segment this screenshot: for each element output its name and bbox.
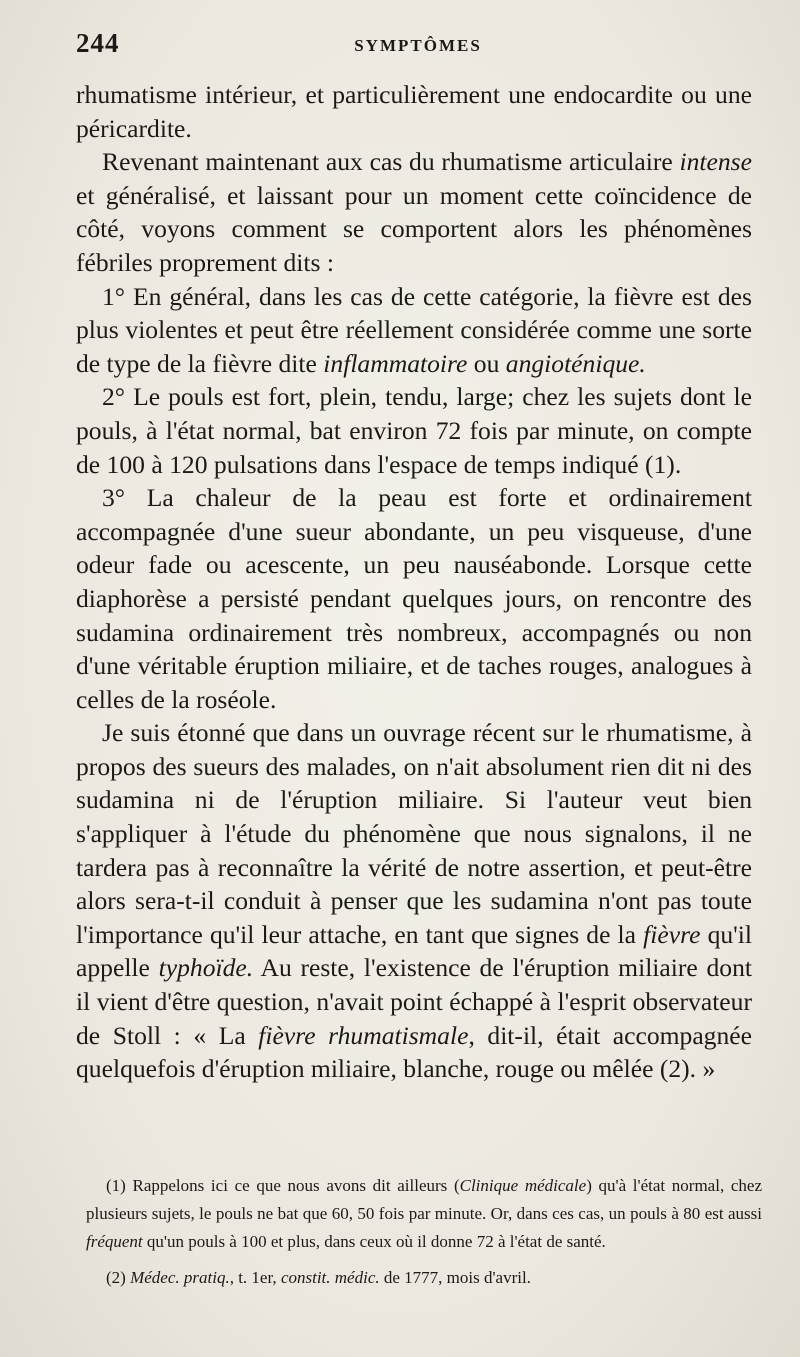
paragraph-6 <box>76 716 752 1086</box>
page-number: 244 <box>76 28 120 58</box>
paragraph-3-text-b: ou <box>467 348 506 378</box>
paragraph-1 <box>76 78 752 145</box>
footnote-2 <box>86 1264 762 1292</box>
body-text <box>76 78 752 1086</box>
footnote-1-emphasis-2: fréquent <box>86 1232 143 1251</box>
paragraph-3-text-a: 1° En général, dans les cas de cette catégorie, la fièvre est des plus violentes et peut être réellement considérée comme une sorte de type de la fièvre dite <box>76 281 752 378</box>
paragraph-6-emphasis-1: fièvre <box>643 919 701 949</box>
running-head: SYMPTÔMES <box>354 36 482 55</box>
footnotes <box>86 1172 762 1292</box>
paragraph-6-emphasis-3: fièvre rhumatismale <box>258 1020 469 1050</box>
footnote-1 <box>86 1172 762 1256</box>
paragraph-5 <box>76 481 752 716</box>
footnote-2-text-a: (2) <box>106 1268 131 1287</box>
footnote-2-text-c: de 1777, mois d'avril. <box>379 1268 531 1287</box>
paragraph-5-text: 3° La chaleur de la peau est forte et ordinairement accompagnée d'une sueur abondante, un peu visqueuse, d'une odeur fade ou acescente, un peu nauséabonde. Lorsque cette diaphorèse a persisté pendant quelques jours, on rencontre des sudamina ordinairement très nombreux, accompagnés ou non d'une véritable éruption miliaire, et de taches rouges, analogues à celles de la roséole. <box>76 483 752 714</box>
paragraph-6-text-b: qu'il appelle <box>76 919 752 983</box>
paragraph-6-text-a: Je suis étonné que dans un ouvrage récent sur le rhumatisme, à propos des sueurs des malades, on n'ait absolument rien dit ni des sudamina ni de l'éruption miliaire. Si l'auteur veut bien s'appliquer à l'étude du phénomène que nous signalons, il ne tardera pas à reconnaître la vérité de notre assertion, et peut-être alors sera-t-il conduit à penser que les sudamina n'ont pas toute l'importance qu'il leur attache, en tant que signes de la <box>76 718 752 949</box>
paragraph-4 <box>76 380 752 481</box>
paragraph-2-emphasis: intense <box>679 147 752 177</box>
paragraph-3-emphasis-2: angioténique. <box>505 348 646 378</box>
footnote-1-text-b: ) qu'à l'état normal, chez plusieurs sujets, le pouls ne bat que 60, 50 fois par minute. Or, dans ces cas, un pouls à 80 est aussi <box>86 1176 762 1223</box>
page-header <box>76 28 760 68</box>
paragraph-6-text-c: Au reste, l'existence de l'éruption miliaire dont il vient d'être question, n'avait point échappé à l'esprit observateur de Stoll : « La <box>76 953 752 1050</box>
paragraph-6-text-d: , dit-il, était accompagnée quelquefois d'éruption miliaire, blanche, rouge ou mêlée (2). » <box>76 1020 752 1084</box>
footnote-2-emphasis-1: Médec. pratiq. <box>130 1268 230 1287</box>
paragraph-4-text: 2° Le pouls est fort, plein, tendu, large; chez les sujets dont le pouls, à l'état normal, bat environ 72 fois par minute, on compte de 100 à 120 pulsations dans l'espace de temps indiqué (1). <box>76 382 752 479</box>
paragraph-1-text: rhumatisme intérieur, et particulièrement une endocardite ou une péricardite. <box>76 80 752 143</box>
footnote-2-emphasis-2: constit. médic. <box>280 1268 380 1287</box>
paragraph-3-emphasis-1: inflammatoire <box>323 348 468 378</box>
paragraph-2-text-b: et généralisé, et laissant pour un moment cette coïncidence de côté, voyons comment se comportent alors les phénomènes fébriles proprement dits : <box>76 180 752 277</box>
footnote-1-text-c: qu'un pouls à 100 et plus, dans ceux où il donne 72 à l'état de santé. <box>142 1232 606 1251</box>
footnote-2-text-b: , t. 1er, <box>229 1268 281 1287</box>
paragraph-3 <box>76 280 752 381</box>
paragraph-6-emphasis-2: typhoïde. <box>158 953 254 983</box>
paragraph-2 <box>76 145 752 279</box>
footnote-1-emphasis-1: Clinique médicale <box>459 1176 587 1195</box>
paragraph-2-text-a: Revenant maintenant aux cas du rhumatisme articulaire <box>102 147 680 177</box>
footnote-1-text-a: (1) Rappelons ici ce que nous avons dit ailleurs ( <box>106 1176 460 1195</box>
